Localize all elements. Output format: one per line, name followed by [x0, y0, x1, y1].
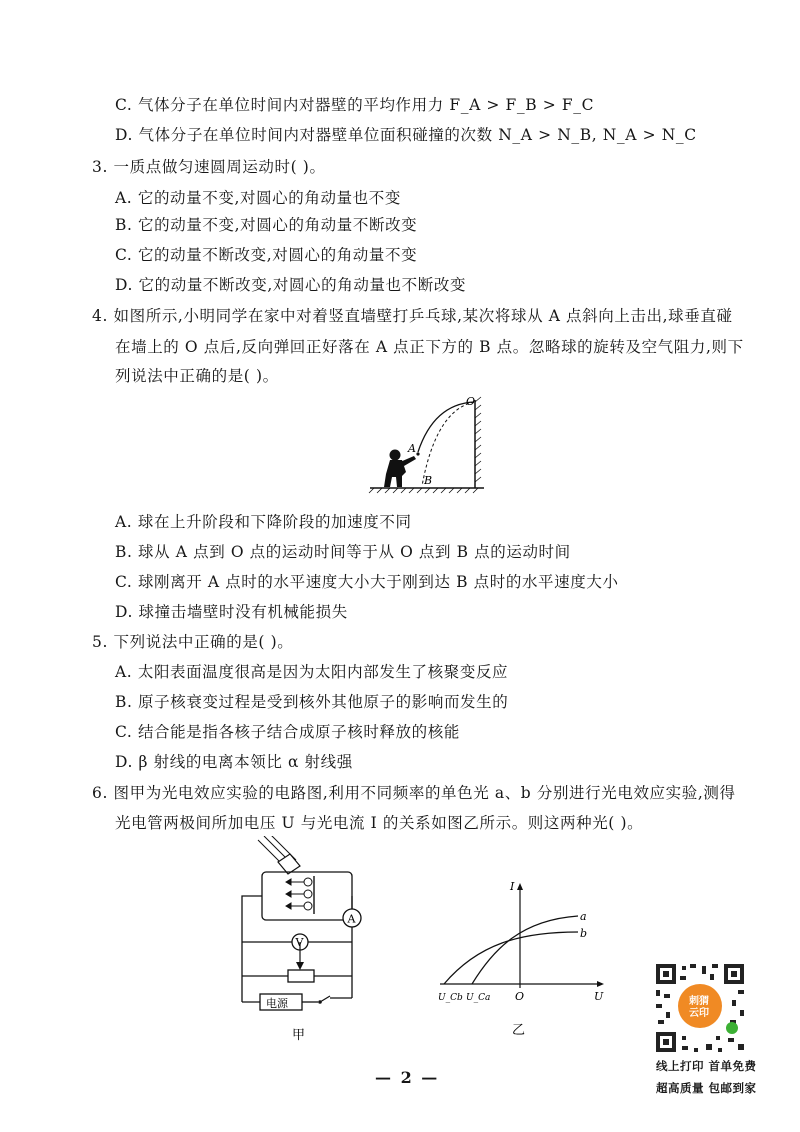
q3-option-a: A. 它的动量不变,对圆心的角动量也不变: [115, 189, 401, 207]
q4-option-d: D. 球撞击墙壁时没有机械能损失: [115, 603, 348, 621]
q3-option-b: B. 它的动量不变,对圆心的角动量不断改变: [115, 216, 418, 234]
power-source-label: 电源: [266, 997, 288, 1010]
q5-stem: 5. 下列说法中正确的是( )。: [92, 633, 294, 651]
promo-line-2: 超高质量 包邮到家: [656, 1081, 757, 1095]
q5-option-c: C. 结合能是指各核子结合成原子核时释放的核能: [115, 723, 460, 741]
q4-stem-line-3: 列说法中正确的是( )。: [115, 367, 279, 385]
q2-option-c: C. 气体分子在单位时间内对器壁的平均作用力 F_A > F_B > F_C: [115, 96, 595, 114]
curve-a-label: a: [580, 910, 587, 923]
q6-stem-line-1: 6. 图甲为光电效应实验的电路图,利用不同频率的单色光 a、b 分别进行光电效应实验,测得: [92, 784, 736, 802]
label-o: O: [466, 395, 476, 408]
promo-line-1: 线上打印 首单免费: [656, 1059, 757, 1073]
uc-a-label: U_Ca: [466, 993, 491, 1003]
q4-option-b: B. 球从 A 点到 O 点的运动时间等于从 O 点到 B 点的运动时间: [115, 543, 571, 561]
label-a: A: [408, 442, 416, 455]
q6-figure-yi-iu-graph: [432, 880, 612, 1040]
curve-b-label: b: [580, 927, 588, 940]
q4-figure-wall-ping-pong: [362, 392, 492, 494]
voltmeter-label: V: [295, 936, 304, 949]
uc-b-label: U_Cb: [438, 993, 463, 1003]
player-figure-icon: [384, 450, 416, 488]
q4-option-a: A. 球在上升阶段和下降阶段的加速度不同: [115, 513, 412, 531]
x-axis-label: U: [594, 990, 604, 1003]
label-b: B: [424, 474, 433, 487]
q3-option-d: D. 它的动量不断改变,对圆心的角动量也不断改变: [115, 276, 467, 294]
q6-stem-line-2: 光电管两极间所加电压 U 与光电流 I 的关系如图乙所示。则这两种光( )。: [115, 814, 644, 832]
origin-label: O: [515, 990, 525, 1003]
curve-a: [472, 916, 578, 984]
q5-option-b: B. 原子核衰变过程是受到核外其他原子的影响而发生的: [115, 693, 509, 711]
q3-option-c: C. 它的动量不断改变,对圆心的角动量不变: [115, 246, 418, 264]
fig-yi-caption: 乙: [512, 1023, 526, 1038]
q6-figure-jia-circuit: [230, 836, 370, 1046]
q5-option-d: D. β 射线的电离本领比 α 射线强: [115, 753, 353, 771]
curve-b: [444, 932, 578, 984]
q4-stem-line-1: 4. 如图所示,小明同学在家中对着竖直墙壁打乒乓球,某次将球从 A 点斜向上击出,球垂直碰: [92, 307, 733, 325]
page-number: — 2 —: [375, 1068, 440, 1087]
q3-stem: 3. 一质点做匀速圆周运动时( )。: [92, 158, 326, 176]
ammeter-label: A: [347, 912, 356, 926]
q4-option-c: C. 球刚离开 A 点时的水平速度大小大于刚到达 B 点时的水平速度大小: [115, 573, 619, 591]
fig-jia-caption: 甲: [292, 1028, 306, 1043]
q2-option-d: D. 气体分子在单位时间内对器壁单位面积碰撞的次数 N_A > N_B, N_A > N_C: [115, 126, 697, 144]
y-axis-label: I: [510, 880, 515, 893]
q5-option-a: A. 太阳表面温度很高是因为太阳内部发生了核聚变反应: [115, 663, 509, 681]
promo-logo-text: 刺猬云印: [689, 996, 709, 1019]
promo-qr-code[interactable]: [652, 960, 748, 1056]
q4-stem-line-2: 在墙上的 O 点后,反向弹回正好落在 A 点正下方的 B 点。忽略球的旋转及空气阻力,则下: [115, 338, 744, 356]
